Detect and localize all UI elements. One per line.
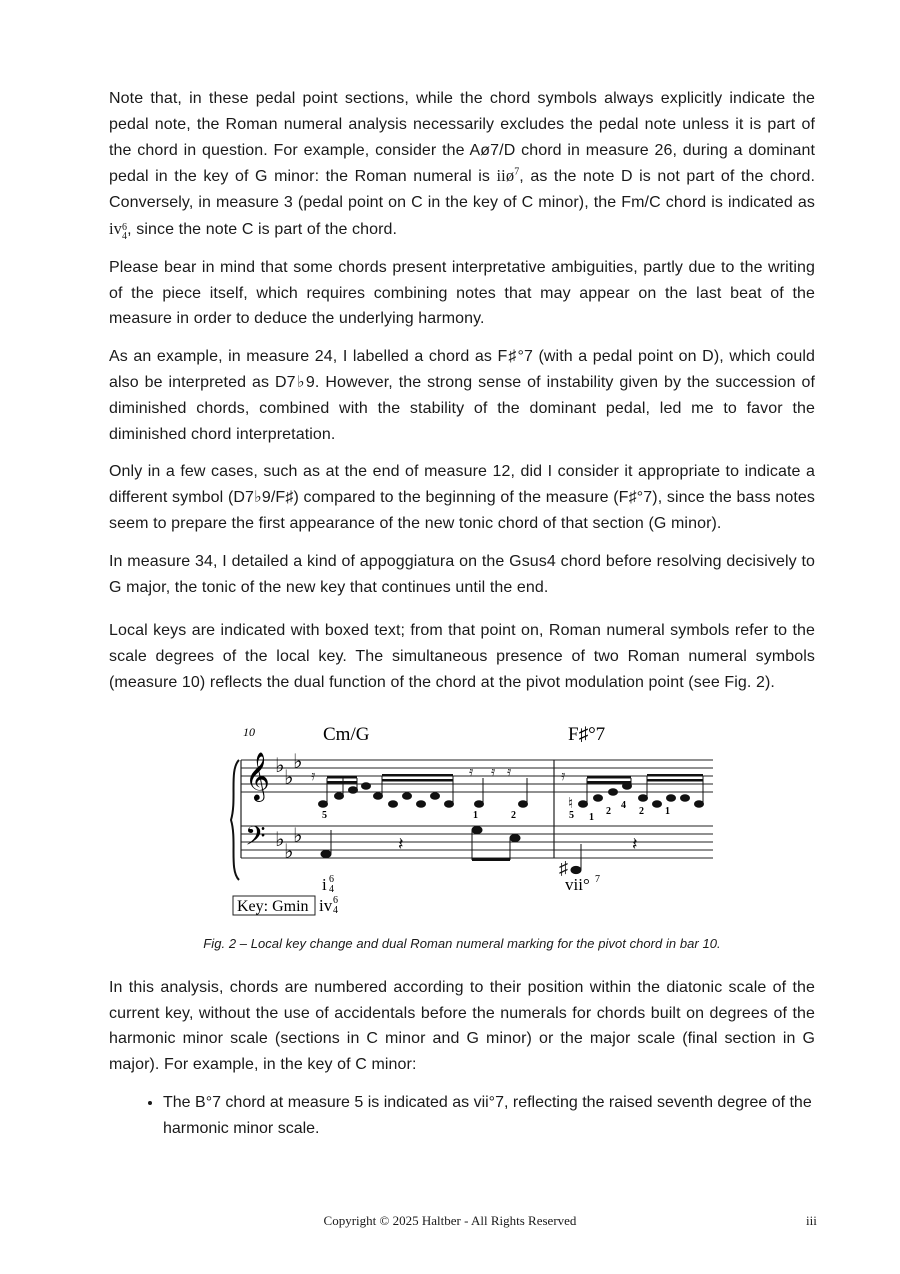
roman-numeral-i64 (322, 874, 334, 895)
svg-text:1: 1 (473, 809, 478, 821)
svg-text:♭: ♭ (275, 828, 285, 851)
svg-text:2: 2 (639, 805, 644, 817)
svg-text:7: 7 (595, 873, 600, 885)
svg-text:6: 6 (333, 894, 338, 906)
chord-symbol-cm-g: Cm/G (323, 723, 370, 745)
measure-number: 10 (243, 724, 255, 739)
svg-text:𝄿: 𝄿 (561, 768, 566, 784)
svg-text:2: 2 (606, 805, 611, 817)
music-score (223, 710, 723, 920)
svg-text:♭: ♭ (293, 824, 303, 847)
paragraph-numbering: In this analysis, chords are numbered according to their position within the diatonic scale of the current key, without the use of accidentals before the numerals for chords built on degrees of the harmonic minor scale (sections in C minor and G minor) or the major scale (final section in G major). For example, in the key of C minor: (109, 978, 815, 1074)
list-item: • The B°7 chord at measure 5 is indicated as vii°7, reflecting the raised seventh degree of the harmonic minor scale. (163, 1090, 815, 1142)
svg-text:𝄿: 𝄿 (491, 764, 496, 780)
key-signature-bass (275, 825, 302, 863)
paragraph-local-keys: Local keys are indicated with boxed text; from that point on, Roman numeral symbols refer to the scale degrees of the local key. The simultaneous presence of two Roman numeral symbols (measure 10) reflects the dual function of the chord at the pivot modulation point (see Fig. 2). (109, 622, 815, 691)
page-content (109, 86, 815, 1142)
svg-text:𝄿: 𝄿 (507, 764, 512, 780)
svg-text:i: i (322, 874, 327, 894)
paragraph-measure-12: Only in a few cases, such as at the end of measure 12, did I consider it appropriate to indicate a different symbol (D7♭9/F♯) compared to the beginning of the measure (F♯°7), since the bass notes seem to prepare the first appearance of the new tonic chord of that section (G minor). (109, 463, 815, 532)
svg-text:4: 4 (621, 799, 626, 811)
paragraph-pedal-point (109, 86, 815, 243)
svg-text:𝄽: 𝄽 (632, 833, 638, 854)
svg-text:♮: ♮ (568, 795, 574, 812)
roman-numeral-iv64: iv 6 4 (109, 218, 128, 242)
svg-text:♭: ♭ (284, 766, 294, 789)
bass-fingerings (322, 810, 574, 821)
grand-staff-brace (231, 760, 239, 880)
svg-text:♯: ♯ (559, 857, 568, 878)
svg-text:♭: ♭ (293, 750, 303, 773)
svg-text:5: 5 (322, 809, 327, 821)
treble-notes-measure-11 (561, 769, 704, 812)
figure-caption: Fig. 2 – Local key change and dual Roman numeral marking for the pivot chord in bar 10. (203, 935, 721, 951)
paragraph-measure-24: As an example, in measure 24, I labelled a chord as F♯°7 (with a pedal point on D), which could also be interpreted as D7♭9. However, the strong sense of instability given by the succession of diminished chords, combined with the stability of the dominant pedal, led me to favor the diminished chord interpretation. (109, 348, 815, 443)
paragraph-text: , since the note C is part of the chord. (127, 220, 398, 238)
svg-text:4: 4 (333, 904, 338, 916)
svg-text:2: 2 (511, 809, 516, 821)
svg-text:iv: iv (319, 895, 333, 915)
svg-text:𝄿: 𝄿 (469, 764, 474, 780)
svg-text:𝄽: 𝄽 (398, 833, 404, 854)
svg-text:♭: ♭ (275, 754, 285, 777)
paragraph-ambiguities: Please bear in mind that some chords present interpretative ambiguities, partly due to the writing of the piece itself, which requires combining notes that may appear on the last beat of the measure in order to deduce the underlying harmony. (109, 258, 815, 328)
svg-text:vii°: vii° (565, 874, 590, 894)
key-signature-treble (275, 751, 302, 789)
key-box-label: Key: Gmin (237, 897, 309, 915)
treble-clef-icon: 𝄞 (245, 753, 270, 800)
footer-copyright: Copyright © 2025 Haltber - All Rights Reserved (323, 1213, 577, 1228)
treble-notes-measure-10 (311, 765, 528, 807)
svg-text:♭: ♭ (284, 840, 294, 863)
roman-numeral-ii-half-dim: iiø$^7$ (496, 166, 520, 186)
paragraph-text: , as the note D is not part of the chord. Conversely, in measure 3 (pedal point on C in the key of C minor), the Fm/C chord is indicated as (109, 168, 816, 212)
chord-symbol-fsharp-dim7: F♯°7 (568, 723, 606, 745)
roman-numeral-vii-dim7 (565, 874, 600, 894)
svg-text:4: 4 (329, 883, 334, 895)
svg-text:5: 5 (569, 809, 574, 821)
svg-text:𝄿: 𝄿 (311, 768, 316, 784)
bass-clef-icon: 𝄢 (245, 820, 266, 857)
svg-text:6: 6 (329, 873, 334, 885)
svg-text:1: 1 (665, 805, 670, 817)
paragraph-text: Note that, in these pedal point sections, while the chord symbols always explicitly indicate the pedal note, the Roman numeral analysis necessarily excludes the pedal note unless it is part of the chord in question. For example, consider the Aø7/D chord in measure 26, during a dominant pedal in the key of G minor: the Roman numeral is (109, 90, 815, 186)
roman-numeral-iv64-figure (319, 895, 338, 916)
figure-score-excerpt (109, 710, 815, 930)
paragraph-measure-34: In measure 34, I detailed a kind of appoggiatura on the Gsus4 chord before resolving decisively to G major, the tonic of the new key that continues until the end. (109, 552, 815, 596)
svg-text:1: 1 (589, 811, 594, 823)
page-number: iii (806, 1213, 817, 1228)
bullet-list (109, 1090, 815, 1142)
